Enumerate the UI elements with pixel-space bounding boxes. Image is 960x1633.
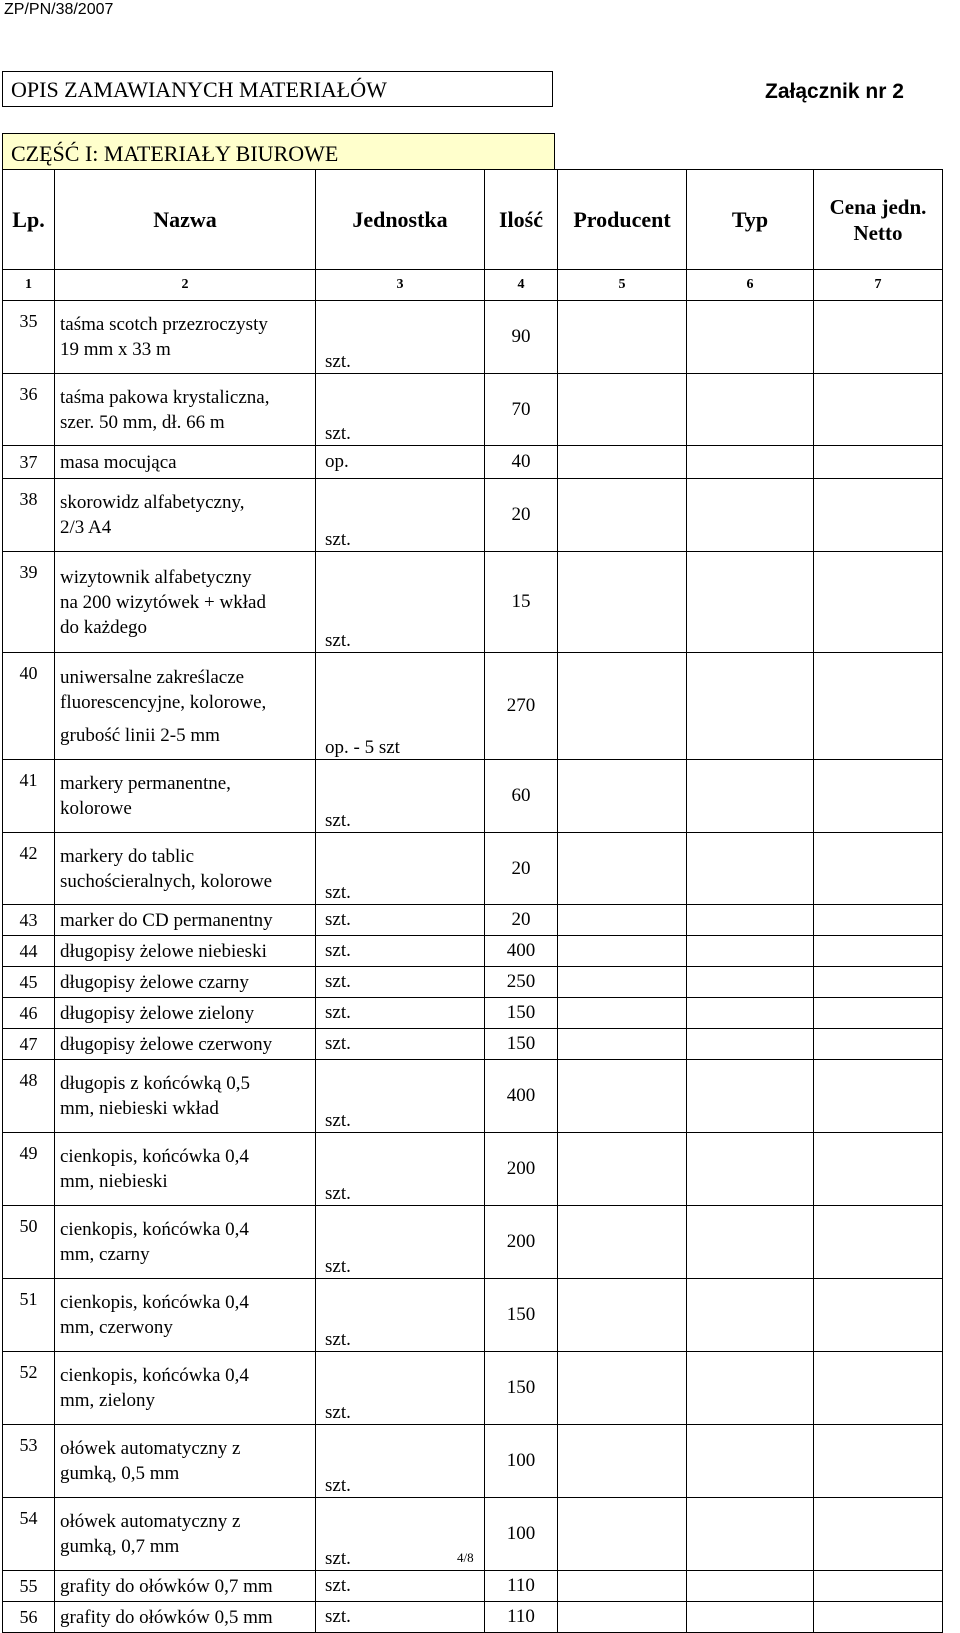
table-row	[3, 479, 943, 552]
materials-table	[2, 169, 943, 1633]
document-title: OPIS ZAMAWIANYCH MATERIAŁÓW	[2, 71, 553, 107]
cell-cena	[814, 479, 943, 552]
cell-nazwa-line: długopis z końcówką 0,5	[60, 1073, 250, 1094]
cell-nazwa-line: szer. 50 mm, dł. 66 m	[60, 411, 225, 433]
cell-nazwa	[55, 446, 316, 479]
cell-nazwa-line: mm, niebieski	[60, 1171, 168, 1192]
part-heading: CZĘŚĆ I: MATERIAŁY BIUROWE	[2, 133, 555, 170]
cell-lp: 38	[3, 479, 55, 552]
column-number: 7	[814, 270, 943, 301]
cell-cena	[814, 1279, 943, 1352]
cell-jednostka: szt.	[316, 905, 485, 936]
cell-cena	[814, 905, 943, 936]
cell-ilosc: 100	[485, 1498, 558, 1571]
cell-jednostka: szt.	[316, 967, 485, 998]
cell-producent	[558, 1352, 687, 1425]
cell-ilosc: 150	[485, 1029, 558, 1060]
cell-jednostka: szt.	[316, 998, 485, 1029]
cell-nazwa-line: długopisy żelowe czerwony	[60, 1033, 273, 1055]
cell-nazwa-line: taśma pakowa krystaliczna,	[60, 386, 270, 408]
table-row	[3, 936, 943, 967]
table-row	[3, 760, 943, 833]
cell-producent	[558, 301, 687, 374]
cell-nazwa-line: cienkopis, końcówka 0,4	[60, 1219, 249, 1240]
cell-cena	[814, 760, 943, 833]
cell-typ	[687, 479, 814, 552]
cell-producent	[558, 760, 687, 833]
cell-ilosc: 200	[485, 1206, 558, 1279]
cell-typ	[687, 446, 814, 479]
cell-cena	[814, 1206, 943, 1279]
cell-producent	[558, 1425, 687, 1498]
cell-producent	[558, 1029, 687, 1060]
cell-jednostka: szt.	[316, 1279, 485, 1352]
cell-lp: 35	[3, 301, 55, 374]
cell-producent	[558, 905, 687, 936]
cell-nazwa-line: mm, zielony	[60, 1390, 155, 1411]
cell-producent	[558, 1602, 687, 1633]
cell-cena	[814, 301, 943, 374]
cell-jednostka: szt.	[316, 1352, 485, 1425]
cell-lp: 40	[3, 653, 55, 760]
cell-lp: 37	[3, 446, 55, 479]
cell-nazwa-line: grafity do ołówków 0,5 mm	[60, 1606, 273, 1628]
cell-cena	[814, 552, 943, 653]
cell-jednostka: szt.	[316, 1571, 485, 1602]
cell-producent	[558, 998, 687, 1029]
column-number: 1	[3, 270, 55, 301]
cell-producent	[558, 1060, 687, 1133]
cell-typ	[687, 1425, 814, 1498]
table-row	[3, 1206, 943, 1279]
column-number: 2	[55, 270, 316, 301]
cell-nazwa	[55, 1060, 316, 1133]
header-jednostka: Jednostka	[316, 170, 485, 270]
cell-nazwa	[55, 833, 316, 905]
cell-nazwa	[55, 552, 316, 653]
cell-producent	[558, 1206, 687, 1279]
cell-nazwa-line: gumką, 0,5 mm	[60, 1463, 180, 1484]
cell-nazwa	[55, 998, 316, 1029]
cell-nazwa-line: cienkopis, końcówka 0,4	[60, 1292, 249, 1313]
cell-jednostka: op.	[316, 446, 485, 479]
cell-producent	[558, 446, 687, 479]
cell-ilosc: 90	[485, 301, 558, 374]
cell-nazwa-line: gumką, 0,7 mm	[60, 1536, 180, 1557]
cell-producent	[558, 936, 687, 967]
cell-typ	[687, 967, 814, 998]
cell-nazwa-line: długopisy żelowe zielony	[60, 1002, 255, 1024]
cell-jednostka: szt.	[316, 1206, 485, 1279]
cell-lp: 56	[3, 1602, 55, 1633]
table-header-row	[3, 170, 943, 270]
cell-lp: 48	[3, 1060, 55, 1133]
cell-jednostka: szt.	[316, 1029, 485, 1060]
cell-nazwa-line: ołówek automatyczny z	[60, 1438, 241, 1459]
cell-nazwa-line: mm, czarny	[60, 1244, 150, 1265]
cell-ilosc: 250	[485, 967, 558, 998]
cell-typ	[687, 833, 814, 905]
cell-nazwa-line: skorowidz alfabetyczny,	[60, 492, 245, 513]
cell-cena	[814, 653, 943, 760]
cell-lp: 54	[3, 1498, 55, 1571]
cell-nazwa	[55, 936, 316, 967]
cell-lp: 43	[3, 905, 55, 936]
cell-ilosc: 40	[485, 446, 558, 479]
cell-nazwa-line: ołówek automatyczny z	[60, 1511, 241, 1532]
table-row	[3, 1602, 943, 1633]
cell-nazwa	[55, 1352, 316, 1425]
cell-nazwa	[55, 760, 316, 833]
cell-lp: 39	[3, 552, 55, 653]
cell-nazwa	[55, 1279, 316, 1352]
cell-producent	[558, 1133, 687, 1206]
header-ilosc: Ilość	[485, 170, 558, 270]
cell-nazwa-line: taśma scotch przezroczysty	[60, 314, 268, 335]
cell-nazwa-line: wizytownik alfabetyczny	[60, 566, 252, 588]
annex-label: Załącznik nr 2	[765, 80, 904, 103]
table-row	[3, 552, 943, 653]
cell-ilosc: 150	[485, 1352, 558, 1425]
cell-typ	[687, 1352, 814, 1425]
cell-nazwa-line: masa mocująca	[60, 451, 177, 473]
cell-typ	[687, 1060, 814, 1133]
header-cena-line2: Netto	[853, 220, 903, 245]
cell-ilosc: 20	[485, 905, 558, 936]
cell-nazwa	[55, 1029, 316, 1060]
cell-jednostka: szt.	[316, 552, 485, 653]
cell-nazwa	[55, 967, 316, 998]
cell-lp: 55	[3, 1571, 55, 1602]
cell-nazwa-line: suchościeralnych, kolorowe	[60, 870, 273, 892]
cell-jednostka: szt.	[316, 1060, 485, 1133]
document-reference: ZP/PN/38/2007	[4, 1, 114, 18]
cell-lp: 45	[3, 967, 55, 998]
cell-ilosc: 270	[485, 653, 558, 760]
cell-lp: 50	[3, 1206, 55, 1279]
cell-nazwa-line: długopisy żelowe czarny	[60, 971, 249, 993]
cell-nazwa-line: mm, niebieski wkład	[60, 1098, 219, 1119]
cell-ilosc: 20	[485, 479, 558, 552]
header-nazwa: Nazwa	[55, 170, 316, 270]
cell-nazwa-line: na 200 wizytówek + wkład	[60, 591, 266, 613]
cell-nazwa-line: do każdego	[60, 616, 148, 638]
cell-ilosc: 70	[485, 374, 558, 446]
cell-nazwa-line: uniwersalne zakreślacze	[60, 666, 245, 688]
header-cena-line1: Cena jedn.	[829, 194, 927, 219]
cell-ilosc: 20	[485, 833, 558, 905]
header-lp: Lp.	[3, 170, 55, 270]
table-row	[3, 1425, 943, 1498]
cell-ilosc: 110	[485, 1602, 558, 1633]
cell-lp: 47	[3, 1029, 55, 1060]
header-producent: Producent	[558, 170, 687, 270]
cell-nazwa-line: markery do tablic	[60, 845, 195, 867]
cell-nazwa-line: długopisy żelowe niebieski	[60, 940, 267, 962]
cell-ilosc: 400	[485, 1060, 558, 1133]
cell-typ	[687, 760, 814, 833]
cell-typ	[687, 1206, 814, 1279]
cell-nazwa	[55, 1602, 316, 1633]
cell-nazwa-line: 19 mm x 33 m	[60, 339, 171, 360]
cell-jednostka: szt.	[316, 1498, 485, 1571]
cell-jednostka: szt.	[316, 479, 485, 552]
cell-typ	[687, 1279, 814, 1352]
cell-nazwa	[55, 479, 316, 552]
cell-nazwa-line: 2/3 A4	[60, 517, 112, 538]
cell-nazwa-line: mm, czerwony	[60, 1317, 173, 1338]
column-number: 6	[687, 270, 814, 301]
cell-nazwa	[55, 374, 316, 446]
cell-producent	[558, 1498, 687, 1571]
table-row	[3, 905, 943, 936]
page-number: 4/8	[457, 1550, 474, 1565]
cell-jednostka: szt.	[316, 374, 485, 446]
table-body	[3, 301, 943, 1633]
cell-nazwa-line: grafity do ołówków 0,7 mm	[60, 1575, 273, 1597]
cell-typ	[687, 1133, 814, 1206]
cell-cena	[814, 833, 943, 905]
cell-nazwa	[55, 1133, 316, 1206]
cell-producent	[558, 1279, 687, 1352]
cell-jednostka: szt.	[316, 1602, 485, 1633]
table-row	[3, 1279, 943, 1352]
cell-typ	[687, 1498, 814, 1571]
cell-jednostka: szt.	[316, 936, 485, 967]
table-row	[3, 653, 943, 760]
cell-cena	[814, 1498, 943, 1571]
cell-nazwa-line: grubość linii 2-5 mm	[60, 724, 220, 746]
cell-cena	[814, 1133, 943, 1206]
cell-lp: 44	[3, 936, 55, 967]
cell-ilosc: 15	[485, 552, 558, 653]
cell-typ	[687, 301, 814, 374]
header-typ: Typ	[687, 170, 814, 270]
cell-ilosc: 400	[485, 936, 558, 967]
cell-ilosc: 150	[485, 1279, 558, 1352]
cell-jednostka: szt.	[316, 1133, 485, 1206]
table-row	[3, 1060, 943, 1133]
cell-producent	[558, 967, 687, 998]
cell-lp: 51	[3, 1279, 55, 1352]
cell-typ	[687, 1602, 814, 1633]
cell-cena	[814, 446, 943, 479]
table-row	[3, 998, 943, 1029]
column-number: 5	[558, 270, 687, 301]
table-row	[3, 301, 943, 374]
cell-cena	[814, 967, 943, 998]
table-row	[3, 1029, 943, 1060]
cell-nazwa	[55, 1498, 316, 1571]
cell-typ	[687, 1029, 814, 1060]
cell-typ	[687, 936, 814, 967]
header-cena	[814, 170, 943, 270]
cell-nazwa	[55, 1206, 316, 1279]
table-row	[3, 833, 943, 905]
cell-jednostka: szt.	[316, 301, 485, 374]
table-row	[3, 967, 943, 998]
cell-lp: 53	[3, 1425, 55, 1498]
cell-nazwa	[55, 1425, 316, 1498]
cell-cena	[814, 1029, 943, 1060]
cell-nazwa-line: fluorescencyjne, kolorowe,	[60, 691, 267, 713]
cell-lp: 36	[3, 374, 55, 446]
table-row	[3, 1133, 943, 1206]
cell-jednostka: szt.	[316, 833, 485, 905]
cell-nazwa-line: cienkopis, końcówka 0,4	[60, 1146, 249, 1167]
cell-lp: 41	[3, 760, 55, 833]
cell-producent	[558, 552, 687, 653]
cell-producent	[558, 479, 687, 552]
cell-cena	[814, 374, 943, 446]
cell-typ	[687, 374, 814, 446]
cell-producent	[558, 374, 687, 446]
cell-producent	[558, 653, 687, 760]
cell-nazwa	[55, 653, 316, 760]
cell-cena	[814, 936, 943, 967]
cell-cena	[814, 1602, 943, 1633]
cell-nazwa-line: marker do CD permanentny	[60, 909, 273, 931]
cell-nazwa-line: kolorowe	[60, 798, 132, 819]
cell-nazwa	[55, 301, 316, 374]
cell-cena	[814, 1060, 943, 1133]
cell-cena	[814, 998, 943, 1029]
cell-typ	[687, 653, 814, 760]
cell-lp: 46	[3, 998, 55, 1029]
cell-producent	[558, 833, 687, 905]
cell-ilosc: 200	[485, 1133, 558, 1206]
cell-ilosc: 150	[485, 998, 558, 1029]
column-number: 3	[316, 270, 485, 301]
table-row	[3, 374, 943, 446]
cell-ilosc: 60	[485, 760, 558, 833]
cell-typ	[687, 998, 814, 1029]
cell-cena	[814, 1352, 943, 1425]
cell-nazwa-line: cienkopis, końcówka 0,4	[60, 1365, 249, 1386]
cell-jednostka: op. - 5 szt	[316, 653, 485, 760]
cell-lp: 42	[3, 833, 55, 905]
cell-ilosc: 110	[485, 1571, 558, 1602]
cell-nazwa	[55, 905, 316, 936]
column-number: 4	[485, 270, 558, 301]
column-numbers-row	[3, 270, 943, 301]
cell-ilosc: 100	[485, 1425, 558, 1498]
cell-lp: 49	[3, 1133, 55, 1206]
cell-jednostka: szt.	[316, 760, 485, 833]
cell-lp: 52	[3, 1352, 55, 1425]
cell-jednostka: szt.	[316, 1425, 485, 1498]
table-row	[3, 1352, 943, 1425]
cell-cena	[814, 1425, 943, 1498]
cell-typ	[687, 552, 814, 653]
cell-nazwa-line: markery permanentne,	[60, 773, 231, 794]
table-row	[3, 446, 943, 479]
cell-typ	[687, 905, 814, 936]
